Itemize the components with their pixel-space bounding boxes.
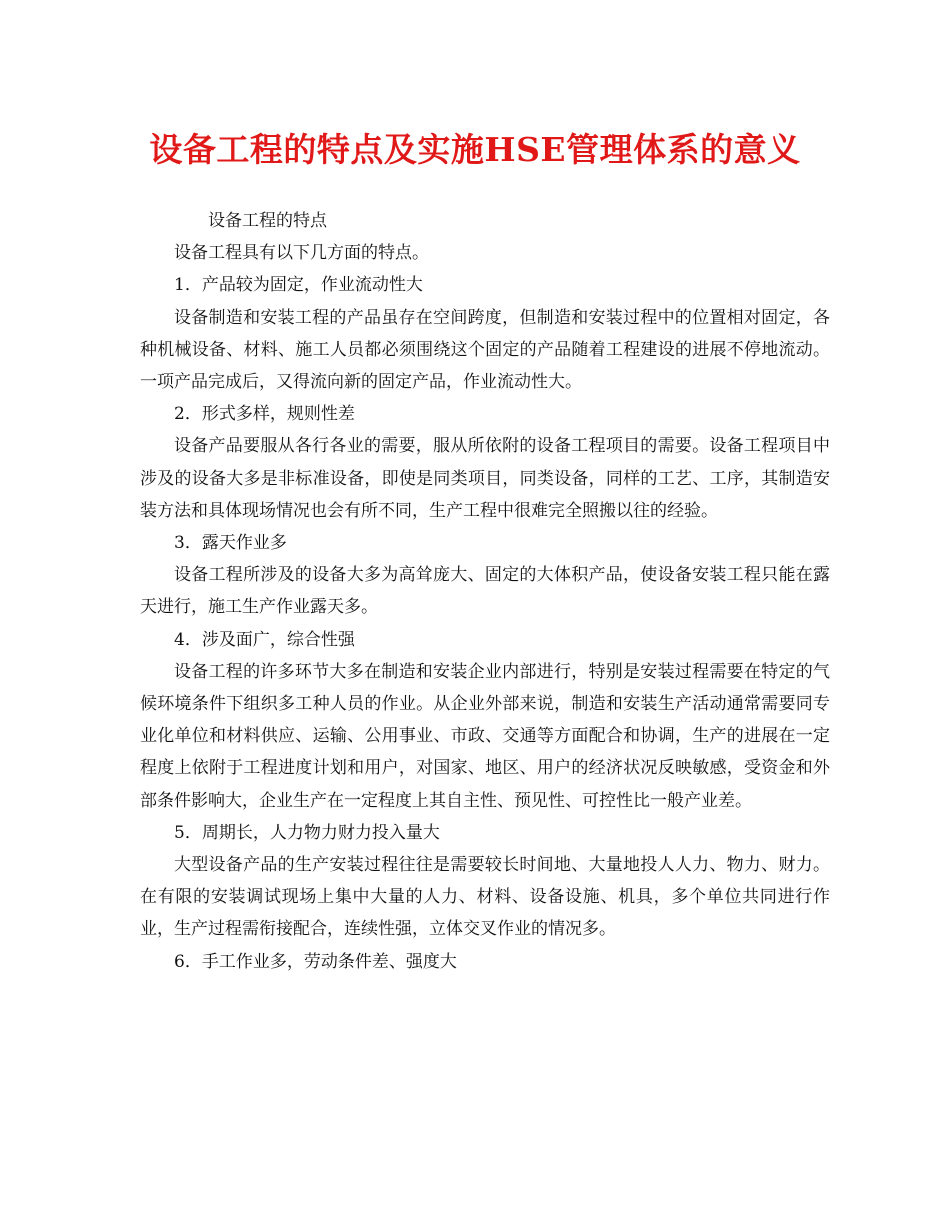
section-heading: 设备工程的特点: [208, 211, 327, 231]
item-heading-4: 4．涉及面广，综合性强: [174, 629, 355, 650]
item-body-2: 设备产品要服从各行各业的需要，服从所依附的设备工程项目的需要。设备工程项目中涉及的设备大多是非标准设备，即使是同类项目，同类设备，同样的工艺、工序，其制造安装方法和具体现场情况也会有所不同，生产工程中很难完全照搬以往的经验。: [140, 436, 830, 521]
item-body-3: 设备工程所涉及的设备大多为高耸庞大、固定的大体积产品，使设备安装工程只能在露天进行，施工生产作业露天多。: [140, 565, 830, 618]
intro-paragraph: 设备工程具有以下几方面的特点。: [174, 243, 429, 264]
item-body-5: 大型设备产品的生产安装过程往往是需要较长时间地、大量地投人人力、物力、财力。在有限的安装调试现场上集中大量的人力、材料、设备设施、机具，多个单位共同进行作业，生产过程需衔接配合，连续性强，立体交叉作业的情况多。: [140, 855, 830, 940]
item-heading-5: 5．周期长，人力物力财力投入量大: [174, 822, 440, 843]
document-title: 设备工程的特点及实施HSE管理体系的意义: [149, 130, 801, 169]
item-heading-6: 6．手工作业多，劳动条件差、强度大: [174, 951, 457, 972]
item-body-4: 设备工程的许多环节大多在制造和安装企业内部进行，特别是安装过程需要在特定的气候环境条件下组织多工种人员的作业。从企业外部来说，制造和安装生产活动通常需要同专业化单位和材料供应、运输、公用事业、市政、交通等方面配合和协调，生产的进展在一定程度上依附于工程进度计划和用户，对国家、地区、用户的经济状况反映敏感，受资金和外部条件影响大，企业生产在一定程度上其自主性、预见性、可控性比一般产业差。: [140, 661, 830, 811]
item-body-1: 设备制造和安装工程的产品虽存在空间跨度，但制造和安装过程中的位置相对固定，各种机械设备、材料、施工人员都必须围绕这个固定的产品随着工程建设的进展不停地流动。一项产品完成后，又得流向新的固定产品，作业流动性大。: [140, 307, 830, 393]
item-heading-2: 2．形式多样，规则性差: [174, 404, 355, 425]
item-heading-3: 3．露天作业多: [174, 533, 287, 554]
item-heading-1: 1．产品较为固定，作业流动性大: [174, 275, 423, 296]
document-body: [140, 205, 830, 978]
